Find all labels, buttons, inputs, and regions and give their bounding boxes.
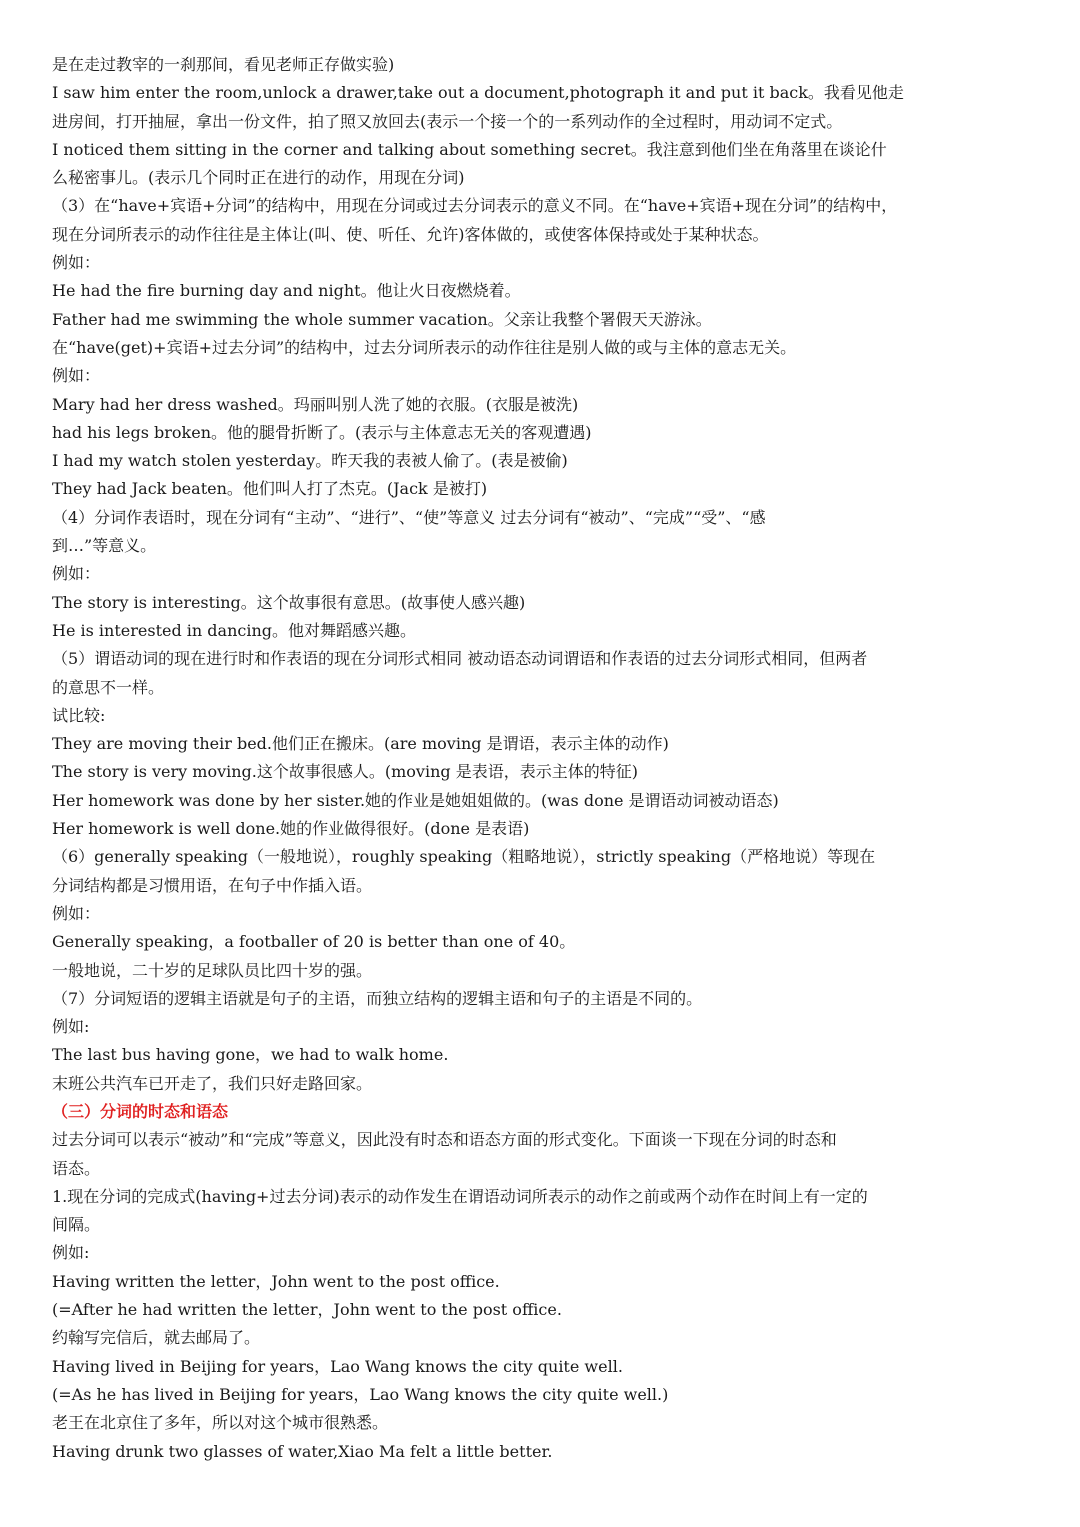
- document-page: [52, 51, 1032, 1466]
- text-line: 试比较:: [52, 705, 106, 725]
- text-line: 分词结构都是习惯用语，在句子中作插入语。: [52, 875, 373, 895]
- text-line: He is interested in dancing。他对舞蹈感兴趣。: [52, 620, 417, 640]
- text-line: 么秘密事儿。(表示几个同时正在进行的动作，用现在分词): [52, 168, 465, 188]
- text-line: 老王在北京住了多年，所以对这个城市很熟悉。: [52, 1413, 389, 1433]
- text-line: 例如：: [52, 253, 101, 273]
- text-line: 过去分词可以表示“被动”和“完成”等意义，因此没有时态和语态方面的形式变化。下面谈一下现在分词的时态和: [52, 1130, 837, 1150]
- text-line: 约翰写完信后，就去邮局了。: [52, 1328, 261, 1348]
- text-line: 进房间，打开抽屉，拿出一份文件，拍了照又放回去(表示一个接一个的一系列动作的全过程时，用动词不定式。: [52, 111, 843, 131]
- text-line: Father had me swimming the whole summer vacation。父亲让我整个署假天天游泳。: [52, 309, 712, 329]
- text-line: Having drunk two glasses of water,Xiao Ma felt a little better.: [52, 1441, 553, 1461]
- text-line: 现在分词所表示的动作往往是主体让(叫、使、听任、允许)客体做的，或使客体保持或处于某种状态。: [52, 224, 769, 244]
- text-line: I noticed them sitting in the corner and talking about something secret。我注意到他们坐在角落里在谈论什: [52, 139, 887, 159]
- text-line: The story is very moving.这个故事很感人。(moving 是表语，表示主体的特征): [52, 762, 638, 782]
- text-line: 是在走过教宰的一刹那间，看见老师正存做实验): [52, 55, 395, 74]
- text-line: 末班公共汽车已开走了，我们只好走路回家。: [52, 1073, 373, 1093]
- text-line: 在“have(get)+宾语+过去分词”的结构中，过去分词所表示的动作往往是别人做的或与主体的意志无关。: [52, 337, 797, 357]
- text-line: Mary had her dress washed。玛丽叫别人洗了她的衣服。(衣服是被洗): [52, 394, 579, 414]
- text-line: （5）谓语动词的现在进行时和作表语的现在分词形式相同 被动语态动词谓语和作表语的过去分词形式相同，但两者: [52, 649, 868, 669]
- text-line: 例如:: [52, 1017, 90, 1037]
- text-line: Her homework is well done.她的作业做得很好。(done 是表语): [52, 819, 530, 839]
- text-line: Generally speaking，a footballer of 20 is better than one of 40。: [52, 932, 576, 952]
- text-line: 一般地说，二十岁的足球队员比四十岁的强。: [52, 960, 373, 980]
- text-line: 的意思不一样。: [52, 677, 165, 697]
- text-line: 例如:: [52, 1243, 90, 1263]
- text-line: 例如：: [52, 366, 101, 386]
- text-line: （6）generally speaking（一般地说），roughly speaking（粗略地说），strictly speaking（严格地说）等现在: [52, 847, 876, 867]
- text-line: （7）分词短语的逻辑主语就是句子的主语，而独立结构的逻辑主语和句子的主语是不同的。: [52, 988, 703, 1008]
- text-line: 1.现在分词的完成式(having+过去分词)表示的动作发生在谓语动词所表示的动作之前或两个动作在时间上有一定的: [52, 1186, 868, 1206]
- text-line: The last bus having gone，we had to walk home.: [52, 1045, 449, 1065]
- text-line: had his legs broken。他的腿骨折断了。(表示与主体意志无关的客观遭遇): [52, 422, 592, 442]
- text-line: Having lived in Beijing for years，Lao Wang knows the city quite well.: [52, 1356, 623, 1376]
- text-line: (=After he had written the letter，John went to the post office.: [52, 1300, 562, 1320]
- text-line: They had Jack beaten。他们叫人打了杰克。(Jack 是被打): [52, 479, 488, 499]
- text-line: Her homework was done by her sister.她的作业是她姐姐做的。(was done 是谓语动词被动语态): [52, 790, 779, 810]
- text-line: They are moving their bed.他们正在搬床。(are moving 是谓语，表示主体的动作): [52, 734, 669, 754]
- text-line: （4）分词作表语时，现在分词有“主动”、“进行”、“使”等意义 过去分词有“被动”、“完成”“受”、“感: [52, 507, 766, 527]
- text-line: The story is interesting。这个故事很有意思。(故事使人感兴趣): [52, 592, 526, 612]
- text-line: He had the fire burning day and night。他让火日夜燃烧着。: [52, 281, 521, 301]
- section-heading: （三）分词的时态和语态: [52, 1101, 229, 1121]
- text-line: (=As he has lived in Beijing for years，Lao Wang knows the city quite well.): [52, 1384, 669, 1404]
- text-line: 例如：: [52, 903, 101, 923]
- text-line: （3）在“have+宾语+分词”的结构中，用现在分词或过去分词表示的意义不同。在“have+宾语+现在分词”的结构中，: [52, 196, 898, 216]
- text-line: 例如：: [52, 564, 101, 584]
- text-line: I saw him enter the room,unlock a drawer,take out a document,photograph it and put it back。我看见他走: [52, 83, 904, 103]
- text-line: 语态。: [52, 1158, 101, 1178]
- text-line: 到…”等意义。: [52, 536, 157, 556]
- text-line: I had my watch stolen yesterday。昨天我的表被人偷了。(表是被偷): [52, 451, 568, 471]
- text-line: 间隔。: [52, 1215, 101, 1235]
- text-line: Having written the letter，John went to the post office.: [52, 1271, 500, 1291]
